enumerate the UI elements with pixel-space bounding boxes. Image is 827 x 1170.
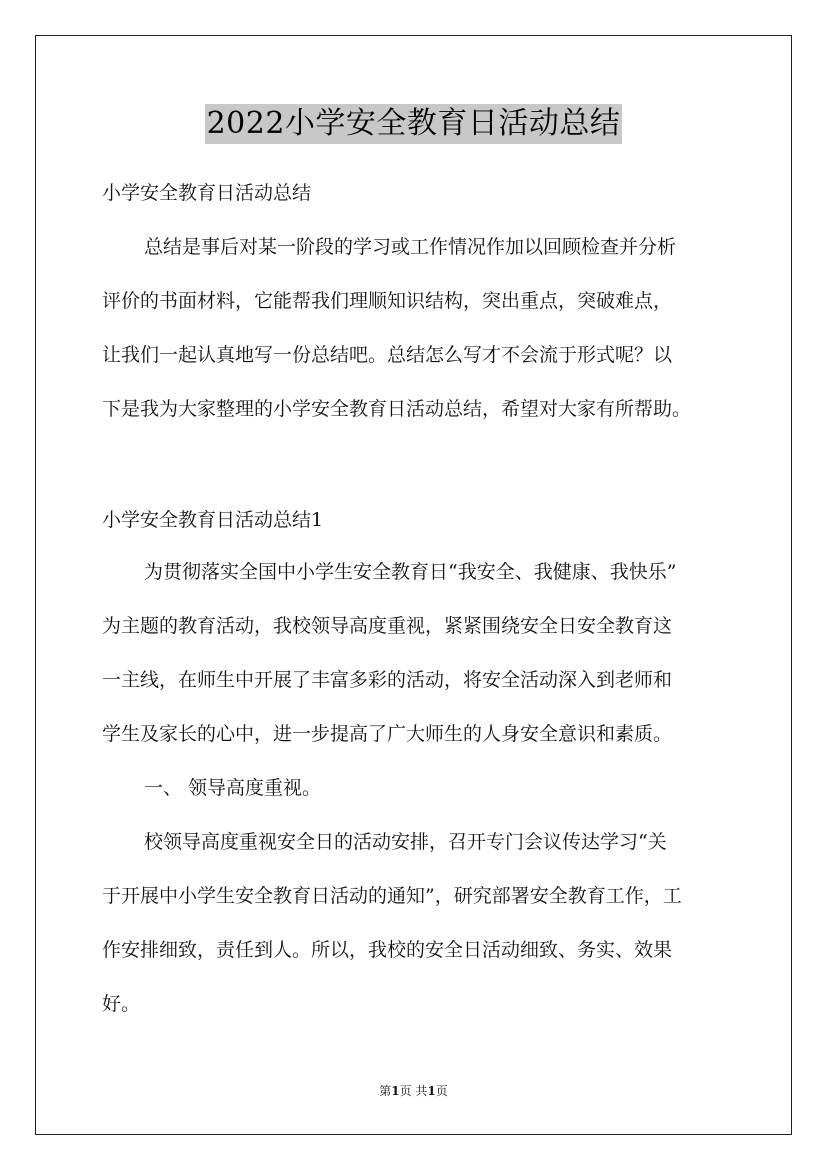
section1-para2-line-2: 于开展中小学生安全教育日活动的通知”，研究部署安全教育工作，工 [102, 885, 682, 907]
footer-page-total: 1 [427, 1084, 436, 1098]
section1-para1-line-2: 为主题的教育活动，我校领导高度重视，紧紧围绕安全日安全教育这 [102, 615, 673, 637]
section1-para2-text-1: 校领导高度重视安全日的活动安排，召开专门会议传达学习“关 [144, 831, 667, 853]
main-heading: 小学安全教育日活动总结 [102, 182, 312, 204]
section1-heading: 小学安全教育日活动总结1 [102, 509, 324, 531]
footer-page-suffix: 页 [435, 1084, 448, 1098]
item1-heading: 一、 领导高度重视。 [144, 777, 322, 799]
document-title: 2022小学安全教育日活动总结 [205, 104, 623, 144]
intro-line-4: 下是我为大家整理的小学安全教育日活动总结，希望对大家有所帮助。 [102, 398, 692, 420]
intro-line-1 [102, 220, 742, 274]
footer-page-mid: 页 共 [399, 1084, 428, 1098]
page-footer [0, 1082, 827, 1100]
intro-line-2: 评价的书面材料，它能帮我们理顺知识结构，突出重点，突破难点， [102, 290, 673, 312]
section1-para2-line-4: 好。 [102, 993, 141, 1015]
section1-para1-line-4: 学生及家长的心中，进一步提高了广大师生的人身安全意识和素质。 [102, 723, 673, 745]
item1-heading-line [102, 761, 742, 815]
title-container [0, 104, 827, 144]
section1-para2-line-1 [102, 815, 742, 869]
footer-page-prefix: 第 [379, 1084, 392, 1098]
section1-para1-text-1: 为贯彻落实全国中小学生安全教育日“我安全、我健康、我快乐” [144, 561, 677, 583]
footer-page-current: 1 [391, 1084, 400, 1098]
intro-line-3: 让我们一起认真地写一份总结吧。总结怎么写才不会流于形式呢？以 [102, 344, 673, 366]
section1-para2-line-3: 作安排细致，责任到人。所以，我校的安全日活动细致、务实、效果 [102, 939, 673, 961]
section1-para1-line-1 [102, 545, 742, 599]
intro-text-1: 总结是事后对某一阶段的学习或工作情况作加以回顾检查并分析 [144, 236, 677, 258]
section1-para1-line-3: 一主线，在师生中开展了丰富多彩的活动，将安全活动深入到老师和 [102, 669, 673, 691]
